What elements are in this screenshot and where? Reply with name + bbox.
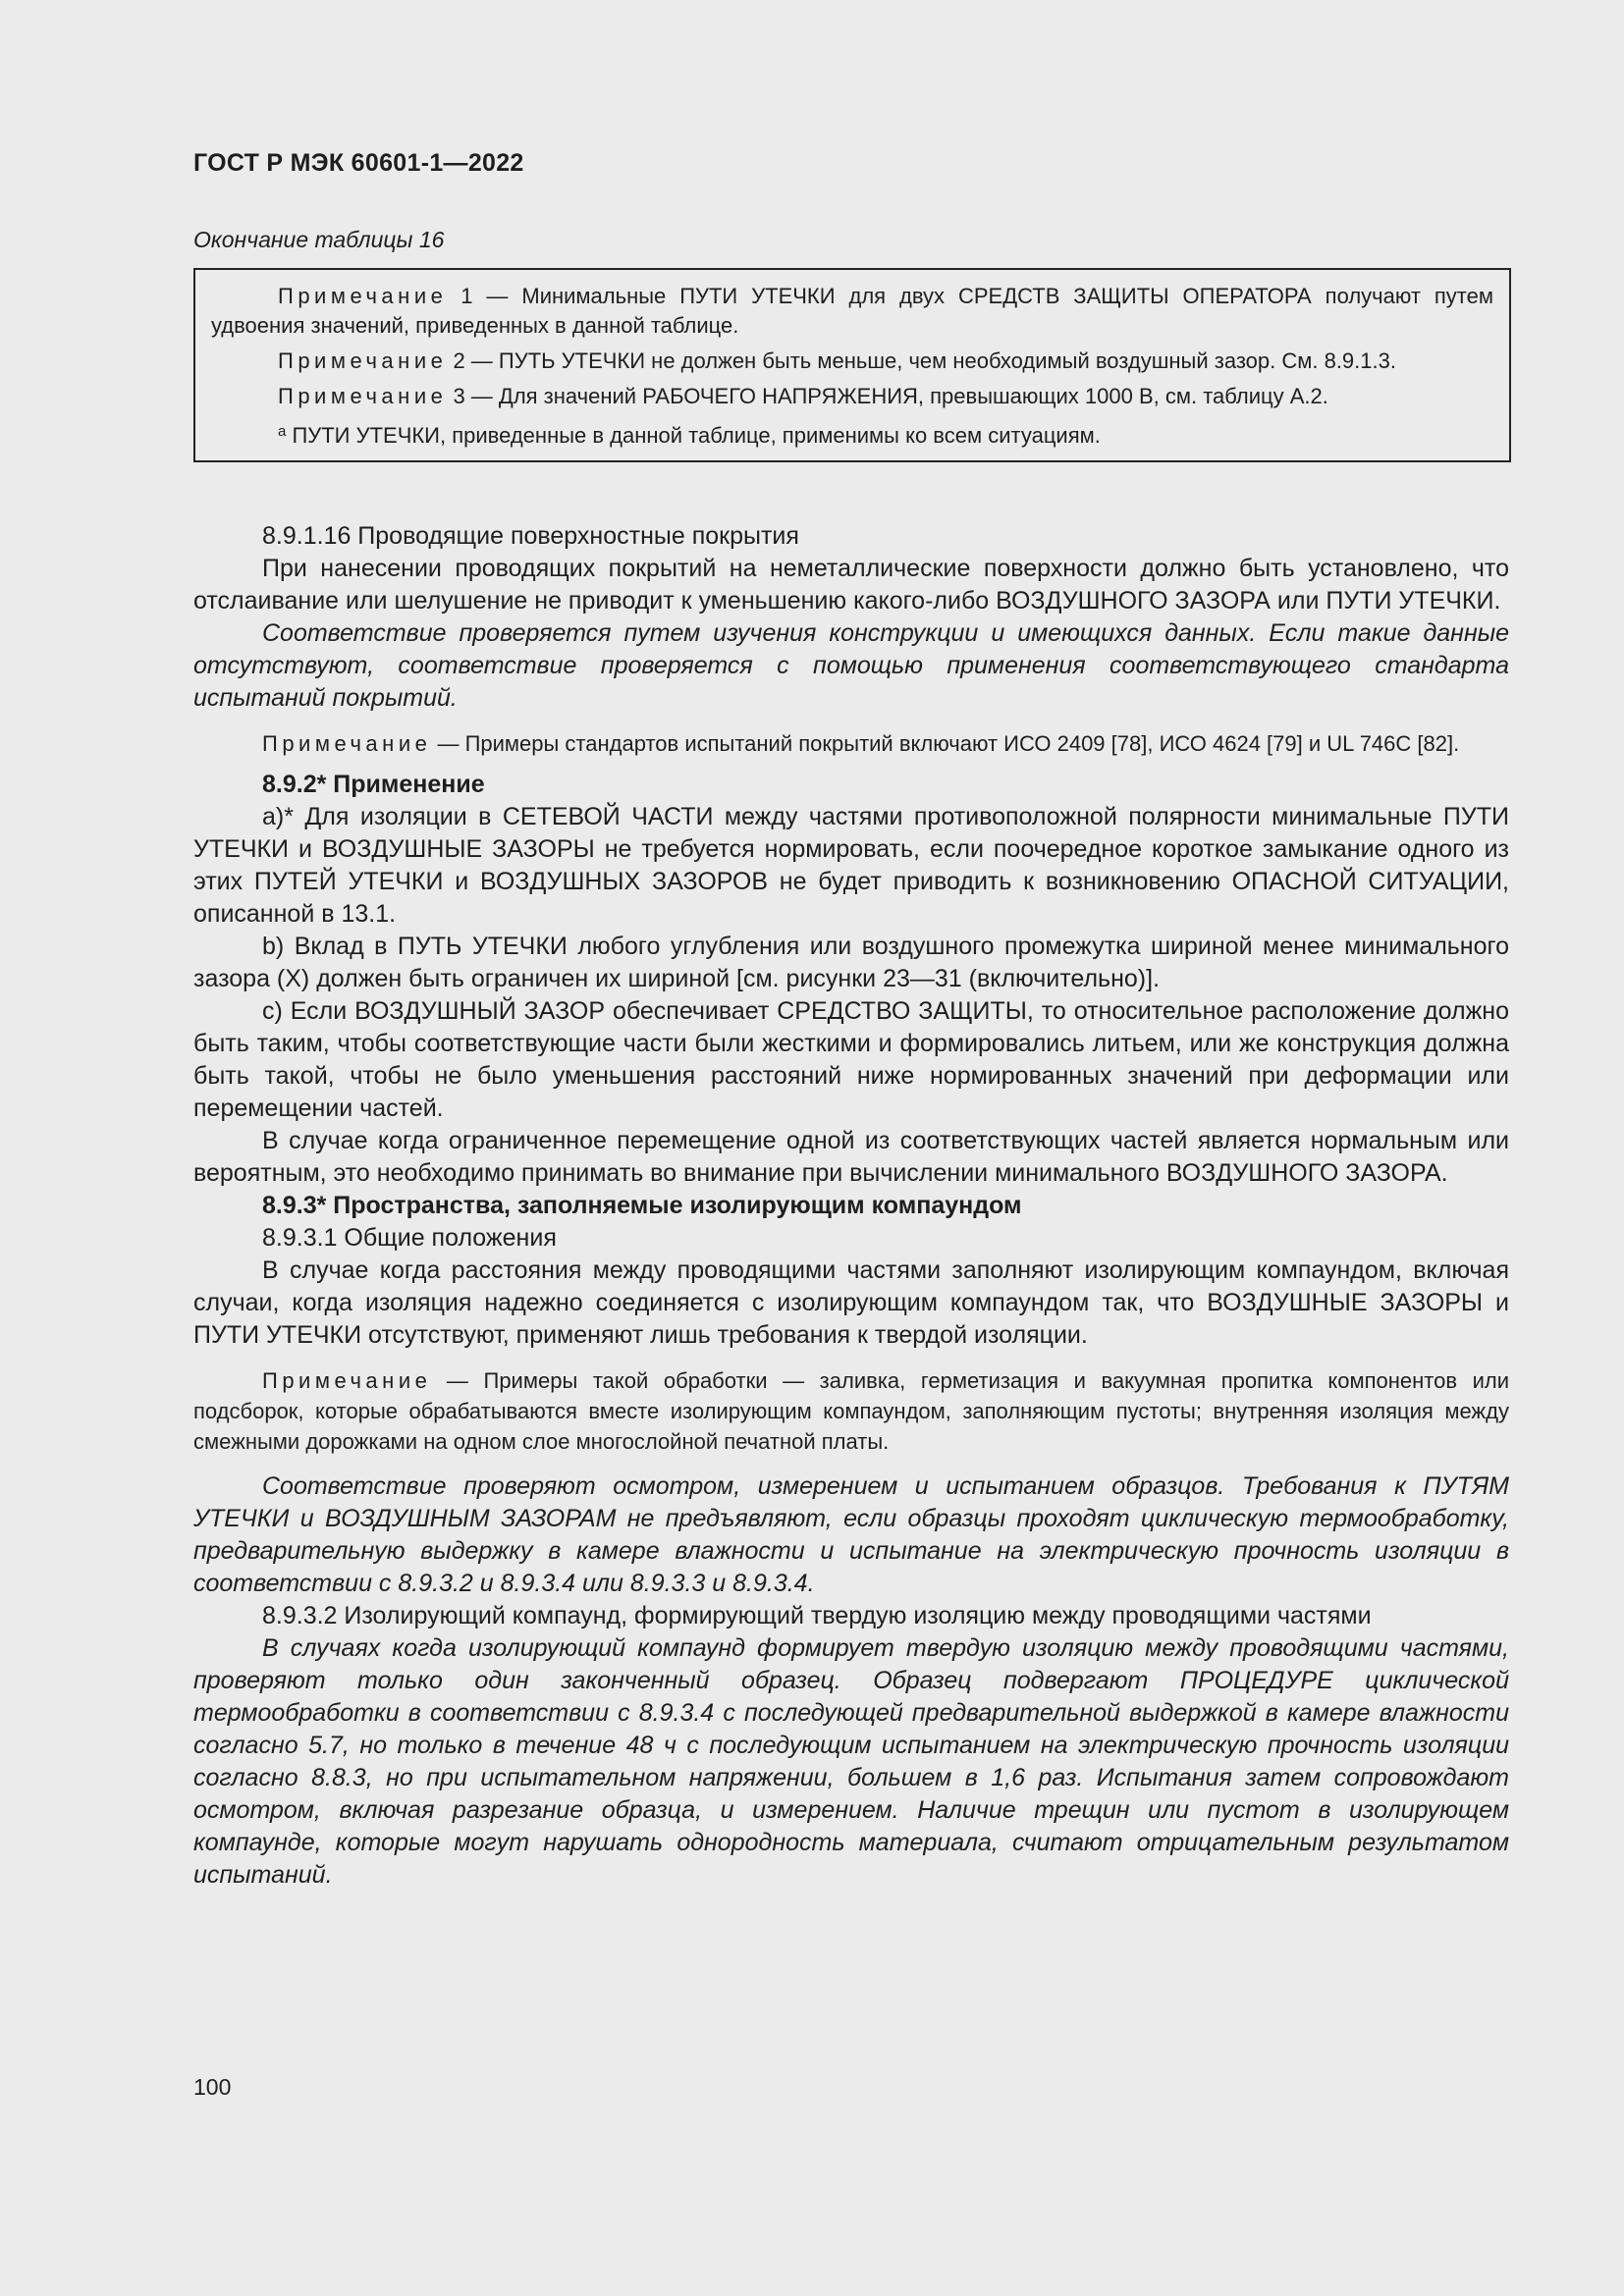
table-note-1: [211, 282, 1493, 341]
paragraph: При нанесении проводящих покрытий на неметаллические поверхности должно быть установлено, что отслаивание или шелушение не приводит к уменьшению какого-либо ВОЗДУШНОГО ЗАЗОРА или ПУТИ УТЕЧКИ.: [193, 555, 1509, 614]
clause-8-9-3-heading: 8.9.3* Пространства, заполняемые изолирующим компаундом: [262, 1192, 1022, 1219]
clause-8-9-2-heading: 8.9.2* Применение: [262, 771, 485, 798]
paragraph-a: a)* Для изоляции в СЕТЕВОЙ ЧАСТИ между частями противоположной полярности минимальные ПУТИ УТЕЧКИ и ВОЗДУШНЫЕ ЗАЗОРЫ не требуется нормировать, если поочередное короткое замыкание одного из этих ПУТЕЙ УТЕЧКИ и ВОЗДУШНЫХ ЗАЗОРОВ не будет приводить к возникновению ОПАСНОЙ СИТУАЦИИ, описанной в 13.1.: [193, 803, 1509, 928]
note-text: — Примеры стандартов испытаний покрытий включают ИСО 2409 [78], ИСО 4624 [79] и UL 746C [82].: [431, 731, 1460, 756]
note-label: Примечание: [278, 384, 448, 408]
note-text: — Примеры такой обработки — заливка, герметизация и вакуумная пропитка компонентов или подсборок, которые обрабатываются вместе изолирующим компаундом, заполняющим пустоты; внутренняя изоляция между смежными дорожками на одном слое многослойной печатной платы.: [193, 1368, 1509, 1454]
compliance-paragraph: В случаях когда изолирующий компаунд формирует твердую изоляцию между проводящими частями, проверяют только один законченный образец. Образец подвергают ПРОЦЕДУРЕ циклической термообработки в соответствии с 8.9.3.4 с последующей предварительной выдержкой в камере влажности согласно 5.7, но только в течение 48 ч с последующим испытанием на электрическую прочность изоляции согласно 8.8.3, но при испытательном напряжении, большем в 1,6 раз. Испытания затем сопровождают осмотром, включая разрезание образца, и измерением. Наличие трещин или пустот в изолирующем компаунде, которые могут нарушать однородность материала, считают отрицательным результатом испытаний.: [193, 1634, 1509, 1889]
table-note-3: [211, 382, 1493, 411]
paragraph-c: c) Если ВОЗДУШНЫЙ ЗАЗОР обеспечивает СРЕДСТВО ЗАЩИТЫ, то относительное расположение должно быть таким, чтобы соответствующие части были жесткими и формировались литьем, или же конструкция должна быть такой, чтобы не было уменьшения расстояний ниже нормированных значений при деформации или перемещении частей.: [193, 997, 1509, 1122]
document-body: [193, 520, 1509, 1892]
note-label: Примечание: [262, 1368, 432, 1393]
clause-8-9-3-2-title: 8.9.3.2 Изолирующий компаунд, формирующий твердую изоляцию между проводящими частями: [262, 1602, 1372, 1629]
table-continuation-caption: Окончание таблицы 16: [193, 227, 445, 252]
note-label: Примечание: [262, 731, 432, 756]
paragraph: В случае когда ограниченное перемещение одной из соответствующих частей является нормальным или вероятным, это необходимо принимать во внимание при вычислении минимального ВОЗДУШНОГО ЗАЗОРА.: [193, 1127, 1509, 1187]
table-note-2: [211, 347, 1493, 376]
clause-8-9-1-16-title: 8.9.1.16 Проводящие поверхностные покрытия: [262, 522, 799, 550]
body-note: [193, 1365, 1509, 1457]
compliance-paragraph: Соответствие проверяется путем изучения конструкции и имеющихся данных. Если такие данные отсутствуют, соответствие проверяется с помощью применения соответствующего стандарта испытаний покрытий.: [193, 619, 1509, 712]
note-text: 2 — ПУТЬ УТЕЧКИ не должен быть меньше, чем необходимый воздушный зазор. См. 8.9.1.3.: [447, 348, 1396, 373]
note-text: 1 — Минимальные ПУТИ УТЕЧКИ для двух СРЕДСТВ ЗАЩИТЫ ОПЕРАТОРА получают путем удвоения значений, приведенных в данной таблице.: [211, 284, 1493, 338]
page-number: 100: [193, 2074, 232, 2100]
document-header: ГОСТ Р МЭК 60601-1—2022: [193, 149, 524, 177]
paragraph: В случае когда расстояния между проводящими частями заполняют изолирующим компаундом, включая случаи, когда изоляция надежно соединяется с изолирующим компаундом так, что ВОЗДУШНЫЕ ЗАЗОРЫ и ПУТИ УТЕЧКИ отсутствуют, применяют лишь требования к твердой изоляции.: [193, 1256, 1509, 1349]
note-text: 3 — Для значений РАБОЧЕГО НАПРЯЖЕНИЯ, превышающих 1000 В, см. таблицу А.2.: [447, 384, 1328, 408]
table-footnote: [211, 417, 1493, 451]
table-notes-box: [193, 268, 1511, 462]
body-note: [193, 728, 1509, 759]
footnote-mark: a: [278, 423, 287, 440]
note-label: Примечание: [278, 348, 448, 373]
note-label: Примечание: [278, 284, 448, 308]
footnote-text: ПУТИ УТЕЧКИ, приведенные в данной таблице, применимы ко всем ситуациям.: [286, 423, 1101, 448]
paragraph-b: b) Вклад в ПУТЬ УТЕЧКИ любого углубления или воздушного промежутка шириной менее минимального зазора (X) должен быть ограничен их шириной [см. рисунки 23—31 (включительно)].: [193, 933, 1509, 992]
clause-8-9-3-1-title: 8.9.3.1 Общие положения: [262, 1224, 557, 1252]
compliance-paragraph: Соответствие проверяют осмотром, измерением и испытанием образцов. Требования к ПУТЯМ УТЕЧКИ и ВОЗДУШНЫМ ЗАЗОРАМ не предъявляют, если образцы проходят циклическую термообработку, предварительную выдержку в камере влажности и испытание на электрическую прочность изоляции в соответствии с 8.9.3.2 и 8.9.3.4 или 8.9.3.3 и 8.9.3.4.: [193, 1472, 1509, 1597]
